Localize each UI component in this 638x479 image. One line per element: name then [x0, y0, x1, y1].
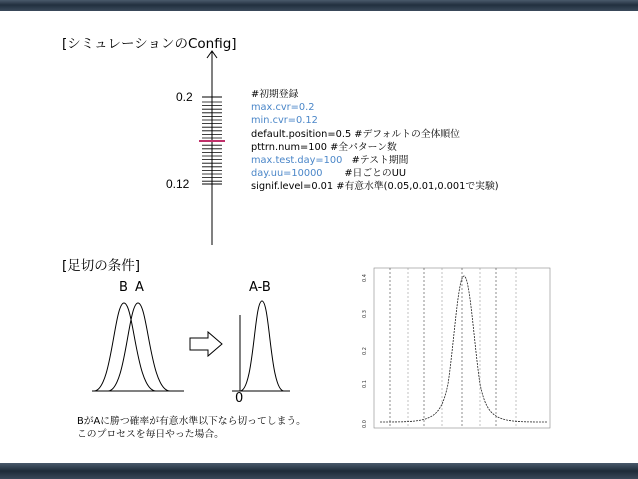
config-line-6-comment: #日ごとのUU	[322, 168, 407, 180]
y-tick-2: 0.2	[362, 347, 368, 355]
distributions-ab	[90, 295, 190, 395]
label-a-minus-b: A-B	[249, 280, 271, 295]
note-line-1: BがAに勝つ確率が有意水準以下なら切ってしまう。	[77, 416, 306, 427]
config-line-5	[251, 154, 499, 167]
config-line-2: min.cvr=0.12	[251, 115, 318, 127]
scale-label-bottom: 0.12	[166, 177, 190, 191]
config-line-1: max.cvr=0.2	[251, 102, 315, 114]
y-tick-1: 0.1	[362, 380, 368, 388]
bottom-banner	[0, 463, 638, 479]
label-b: B	[119, 280, 128, 295]
curve-b	[94, 303, 156, 391]
y-tick-0: 0.0	[362, 420, 368, 428]
config-line-4: pttrn.num=100 #全パターン数	[251, 141, 397, 153]
config-line-6	[251, 167, 499, 180]
top-banner	[0, 0, 638, 11]
plot-curve	[380, 276, 548, 422]
right-arrow-icon	[188, 330, 226, 358]
config-block	[251, 88, 499, 194]
section-title-config: [シミュレーションのConfig]	[62, 36, 237, 52]
config-line-3: default.position=0.5 #デフォルトの全体順位	[251, 128, 460, 140]
curve-a-minus-b	[240, 301, 284, 391]
label-a: A	[135, 280, 144, 295]
section-title-cutoff: [足切の条件]	[62, 258, 141, 274]
config-line-5-comment: #テスト期間	[342, 155, 409, 167]
y-tick-4: 0.4	[362, 274, 368, 282]
distribution-diff	[232, 295, 292, 395]
note-line-2: このプロセスを毎日やった場合。	[77, 429, 224, 440]
config-line-5-key: max.test.day=100	[251, 155, 343, 167]
label-zero: 0	[235, 391, 244, 406]
config-line-0: #初期登録	[251, 89, 299, 100]
y-tick-3: 0.3	[362, 310, 368, 318]
simulation-plot	[370, 264, 560, 436]
scale-label-top: 0.2	[176, 90, 193, 104]
plot-vlines	[390, 268, 516, 428]
config-line-6-key: day.uu=10000	[251, 168, 323, 180]
explanation-note	[77, 415, 306, 441]
config-line-7: signif.level=0.01 #有意水準(0.05,0.01,0.001で実験)	[251, 181, 499, 193]
